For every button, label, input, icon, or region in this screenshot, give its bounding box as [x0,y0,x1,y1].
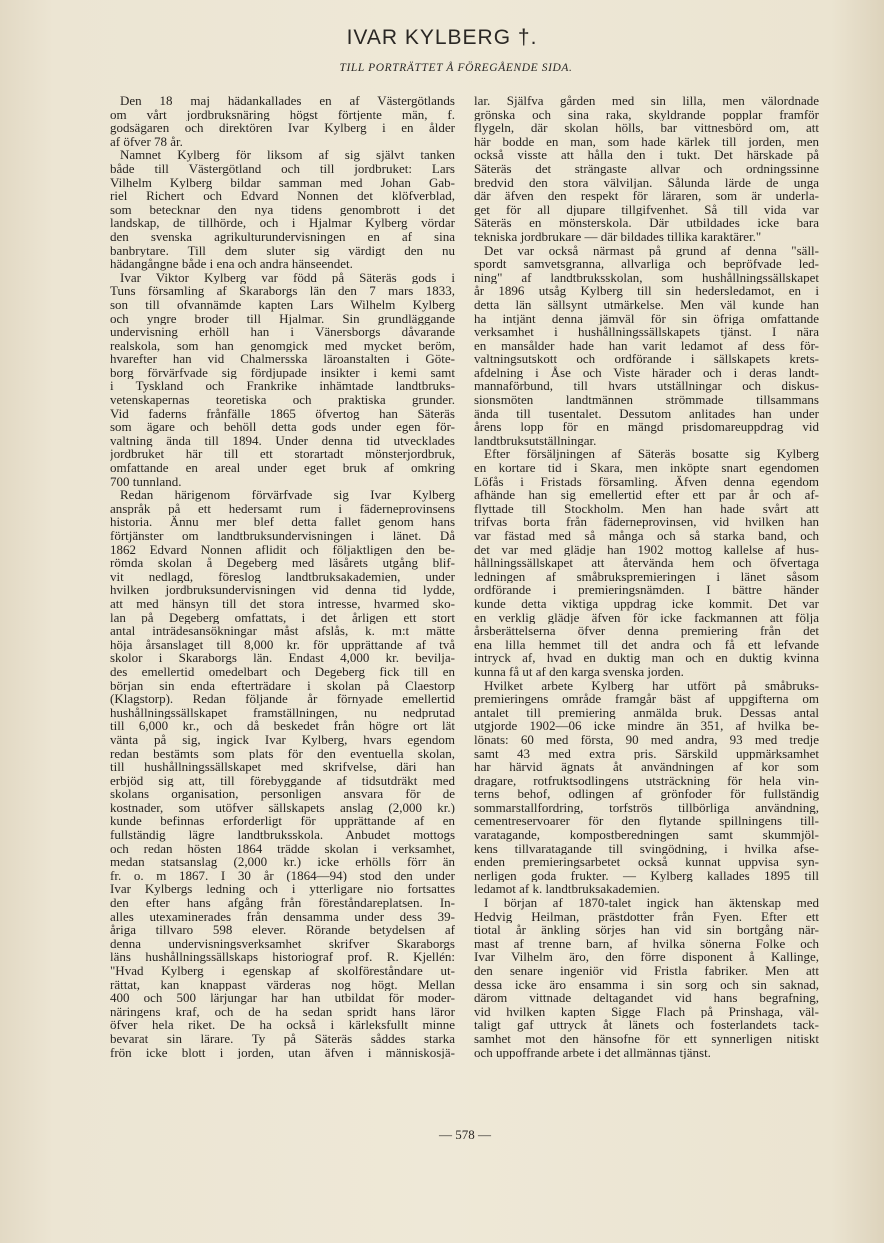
text-line: mannaförbund, till hvars utställningar och diskus- [474,379,819,394]
text-line: riel Richert och Edvard Nonnen det klöfverblad, [110,189,455,203]
text-line: som ägare och behöll detta gods under egen för- [110,420,455,434]
text-line: denna undervisningsverksamhet skrifver Skaraborgs [110,936,455,951]
text-line: vänta på sig, ingick Ivar Kylberg, hvars egendom [110,732,455,747]
text-line: ning" af landtbruksskolan, som hushållningssällskapet [474,270,819,285]
text-line: den svenska agrikulturundervisningen en af sina [110,229,455,244]
text-line: Säteräs en mönsterskola. Där utbildades icke bara [474,216,819,230]
text-line: ledningen af småbrukspremieringen i länet såsom [474,569,819,584]
text-line: hvilken jordbruksundervisningen vid denna tid lydde, [110,583,455,597]
text-line: anspråk på ett hedersamt rum i fäderneprovinsens [110,501,455,516]
text-line: årsberättelserna öfver denna premiering från det [474,624,819,638]
text-line: Det var också närmast på grund af denna "säll- [484,243,819,258]
text-line: terns behof, odlingen af grönfoder för fullständig [474,787,819,801]
text-line: 700 tunnland. [110,474,182,489]
text-line: valtning ända till 1894. Under denna tid utvecklades [110,433,455,448]
text-line: spordt samvetsgranna, allvarliga och bepröfvade led- [474,257,819,271]
text-line: utgjorde 1902—06 icke mindre än 351, af hvilka be- [474,719,819,733]
text-line: samhet mot den hänsofne för ett synnerligen nitiskt [474,1031,819,1046]
text-line: erbjöd sig att, till förebyggande af tidsutdräkt med [110,773,455,788]
text-line: frön icke blott i jorden, utan äfven i människosjä- [110,1045,455,1060]
text-line: till 6,000 kr., och då beskedet från högre ort lät [110,719,455,733]
text-line: tiotal år änkling sörjes han vid sin bortgång när- [474,923,819,937]
text-line: cementreservoarer för den flytande spillningens till- [474,814,819,829]
text-line: Ivar Kylbergs ledning och i ytterligare nio fortsattes [110,882,455,897]
text-line: intryck af, hvad en duktig man och en duktig kvinna [474,651,819,665]
text-line: i Tyskland och Frankrike inhämtade landtbruks- [110,379,455,394]
text-line: fullständig lägre landtbruksskola. Anbudet mottogs [110,828,455,842]
article-subtitle: TILL PORTRÄTTET Å FÖREGÅENDE SIDA. [339,62,573,74]
text-line: Namnet Kylberg för liksom af sig självt tanken [120,148,455,162]
text-line: öfver hela riket. De ha också i kärleksfullt minne [110,1018,455,1032]
text-line: dragare, rotfruktsodlingens utsträckning för hela vin- [474,773,819,788]
text-line: son till ofvannämde kapten Lars Wilhelm Kylberg [110,297,455,312]
text-line: Ivar Viktor Kylberg var född på Säteräs gods i [120,270,455,285]
page-number: — 578 — [439,1127,491,1142]
text-line: har härvid ägnats åt användningen af kor som [474,760,819,774]
text-line: fr. o. m 1867. I 30 år (1864—94) stod den under [110,868,455,883]
text-line: åriga tillvaro 598 elever. Rörande betydelsen af [110,923,455,937]
text-line: rättat, kan knappast värderas nog högt. Mellan [110,977,455,992]
text-line: antalet till premiering anmälda bruk. Dessas antal [474,705,819,720]
text-line: tekniska jordbrukare — där bildades tillika karaktärer." [474,229,762,244]
text-line: Den 18 maj hädankallades en af Västergötlands [120,94,455,108]
text-line: den efter hans afgång från föreståndareplatsen. In- [110,896,455,910]
text-line: des emellertid omedelbart och Degeberg fick till en [110,664,455,679]
text-line: en kortare tid i Skara, men inköpte snart egendomen [474,461,819,475]
text-line: vetenskapernas teoretiska och praktiska grunder. [110,393,455,407]
text-line: både till Västergötland och till jordbruket: Lars [110,161,455,176]
text-line: därom vittnade deltagandet vid hans begrafning, [474,991,819,1005]
text-line: hvarefter han vid Chalmersska läroanstalten i Göte- [110,352,455,366]
text-line: ena lilla hemmet till det andra och få ett lefvande [474,637,819,652]
text-line: till hushållningssällskapet med skrifvelse, däri han [110,760,455,774]
text-line: alles utexaminerades från densamma under dess 39- [110,909,455,924]
text-line: hädangångne både i ena och andra hänseendet. [110,257,353,271]
text-line: Hedvig Heilman, prästdotter från Fyen. Efter ett [474,909,819,924]
text-line: grönska och sina raka, skyldrande popplar framför [474,107,819,122]
text-line: den senare ingeniör vid Fristla fabriker. Men att [474,964,819,978]
text-line: af öfver 78 år. [110,134,183,149]
text-line: början sin enda efterträdare i skolan på Claestorp [110,678,455,693]
text-line: Vid faderns frånfälle 1865 öfvertog han Säteräs [110,406,455,421]
text-line: flygeln, där skolan hölls, bar vittnesbörd om, att [474,121,819,135]
text-line: ordförande i premieringsnämden. I bättre händer [474,583,819,597]
text-line: nerligen goda frukter. — Kylberg kallades 1895 till [474,868,819,883]
text-line: vit nedlagd, föreslog landtbruksakademien, under [110,569,455,584]
text-line: undervisning erhöll han i Vänersborgs dåvarande [110,325,455,339]
text-line: det var med glädje han 1902 mottog kallelse af hus- [474,542,819,557]
text-line: flyttade till Stockholm. Men han hade svårt att [474,501,819,516]
text-line: afdelning i Åse och Viste härader och i deras landt- [474,365,819,380]
text-line: historia. Ännu mer blef detta fallet genom hans [110,515,455,529]
text-line: borg förvärfvade sig fördjupade insikter i kemi samt [110,365,455,380]
text-line: också visste att hålla den i tukt. Det härskade på [474,148,819,162]
text-line: taligt gaf uttryck åt länets och fosterlandets tack- [474,1018,819,1032]
text-line: att med hänsyn till det stora intresse, hvarmed sko- [110,596,455,611]
text-line: enden premieringsarbetet också kunnat uppvisa syn- [474,855,819,869]
text-line: jordbruket här till ett storartadt mönsterjordbruk, [110,447,455,462]
text-line: skolans organisation, personligen ansvara för de [110,787,455,801]
text-line: årens lopp för en mängd prisdomareuppdrag vid [474,420,819,434]
text-line: Löfås i Fristads församling. Äfven denna egendom [474,474,819,489]
text-line: I början af 1870-talet ingick han äktenskap med [484,896,819,910]
text-line: som betecknar den nya tidens genombrott i det [110,202,455,217]
text-line: förtjänster om landtbruksundervisningen i länet. Då [110,529,455,543]
text-line: omfattande en areal under eget bruk af omkring [110,461,455,475]
text-line: och uppoffrande arbete i det allmännas tjänst. [474,1045,711,1060]
text-line: banbrytare. Till dem sluter sig värdigt den nu [110,243,455,258]
text-line: kostnader, som utöfver sällskapets anslag (2,000 kr.) [110,800,455,815]
text-line: landskap, de tillhörde, och i Hjalmar Kylberg vördar [110,216,455,230]
text-line: antal inträdesansökningar måst afslås, k. m:t mätte [110,624,455,638]
text-line: medan statsanslag (2,000 kr.) icke erhölls förr än [110,855,455,869]
text-line: verksamhet i hushållningssällskapets tjänst. I nära [474,325,819,339]
text-line: om vårt jordbruksnäring högst förtjente män, f. [110,107,455,122]
text-line: lönats: 60 med första, 90 med andra, 93 med tredje [474,732,819,747]
text-line: en verklig glädje äfven för icke fackmannen att följa [474,610,819,625]
text-line: var fästad med så många och så starka band, och [474,529,819,543]
text-line: varatagande, kompostberedningen samt skummjöl- [474,828,819,842]
text-line: ända till tusentalet. Dessutom anlitades han under [474,406,819,421]
text-line: kunna få ut af den karga svenska jorden. [474,664,684,679]
text-line: vid hvilken kapten Sigge Flach på Prinshaga, väl- [474,1004,819,1019]
text-line: Tuns församling af Skaraborgs län den 7 mars 1833, [110,284,455,298]
text-line: premieringens område framgår bäst af uppgifterna om [474,692,819,706]
text-line: valtningsutskott och ordförande i sällskapets krets- [474,352,819,366]
text-line: Hvilket arbete Kylberg har utfört på småbruks- [484,678,819,693]
text-line: lan på Degeberg omfattats, i det årligen ett stort [110,610,455,625]
text-line: Redan härigenom förvärfvade sig Ivar Kylberg [120,488,455,502]
text-line: realskola, som han genomgick med mycket beröm, [110,338,455,353]
text-line: Vilhelm Kylberg bildar samman med Johan Gab- [110,175,455,190]
text-line: detta län sällsynt utmärkelse. Men väl kunde han [474,297,819,312]
text-line: en mansålder hade han varit ledamot af dess för- [474,338,819,353]
text-line: ha intjänt denna jämväl för sin öfriga omfattande [474,311,819,326]
text-line: hållningssällskapet att återvända hem och öfvertaga [474,556,819,570]
text-line: läns hushållningssällskaps historiograf prof. R. Kjellén: [110,950,455,964]
text-line: Ivar Vilhelm äro, den förre disponent å Kallinge, [474,950,819,964]
text-line: 1862 Edvard Nonnen aflidit och följaktligen den be- [110,542,455,557]
text-line: kens tillvaratagande till svingödning, i hvilka afse- [474,841,819,856]
left-column [110,94,455,1059]
text-line: dessa icke äro ensamma i sin sorg och sin saknad, [474,977,819,992]
text-line: näringens kraf, och de ha sedan spridt hans läror [110,1004,455,1019]
article-title: IVAR KYLBERG †. [346,26,538,49]
text-line: Efter försäljningen af Säteräs bosatte sig Kylberg [484,447,819,462]
text-line: höja årsanslaget till 8,000 kr. för upprättande af två [110,637,455,652]
text-line: godsägaren och direktören Ivar Kylberg i en ålder [110,121,455,135]
text-line: och yngre broder till Hjalmar. Sin grundläggande [110,311,455,326]
right-column [474,94,819,1059]
text-line: (Klagstorp). Redan följande år förnyade emellertid [110,692,455,706]
text-line: get för all djupare tillgifvenhet. Så till vida var [474,202,819,217]
text-line: samt 43 med extra pris. Särskild uppmärksamhet [474,746,819,761]
text-line: sionsmöten landtmännen strömmade tillsammans [474,393,819,407]
text-line: sommarstallfordring, torfströs tillbörliga användning, [474,800,819,815]
text-line: här bodde en man, som hade kärlek till jorden, men [474,134,819,149]
text-line: lar. Själfva gården med sin lilla, men välordnade [474,94,819,108]
text-line: landtbruksutställningar. [474,433,597,448]
text-line: redan bestämts som plats för den eventuella skolan, [110,746,455,761]
text-line: "Hvad Kylberg i egenskap af skolföreståndare ut- [110,964,455,978]
text-line: 400 och 500 lärjungar har han utbildat för moder- [110,991,455,1005]
text-line: mast af trenne barn, af hvilka sönerna Folke och [474,936,819,951]
text-line: afhände han sig emellertid efter ett par år och af- [474,488,819,502]
text-line: år 1896 utsåg Kylberg till sin hedersledamot, en i [474,284,819,298]
text-line: ledamot af k. landtbruksakademien. [474,882,660,897]
text-line: där äfven den respekt för läraren, som är underla- [474,189,819,203]
text-line: bredvid den stora välviljan. Sålunda lärde de unga [474,175,819,190]
text-line: kunde befinnas erforderligt för upprättande af en [110,814,455,829]
text-line: kunde detta viktiga uppdrag icke kommit. Det var [474,596,819,611]
text-line: trifvas borta från fäderneprovinsen, vid hvilken han [474,515,819,529]
text-line: och redan hösten 1864 trädde skolan i verksamhet, [110,841,455,856]
text-line: skolor i Skaraborgs län. Endast 4,000 kr. bevilja- [110,651,455,665]
text-line: römda skolan å Degeberg med läsårets utgång blif- [110,556,455,570]
text-line: hushållningssällskapet framställningen, nu nedprutad [110,705,455,720]
text-line: bevarat sin lärare. Ty på Säteräs såddes starka [110,1031,455,1046]
text-line: Säteräs det strängaste allvar och ordningssinne [474,161,819,176]
